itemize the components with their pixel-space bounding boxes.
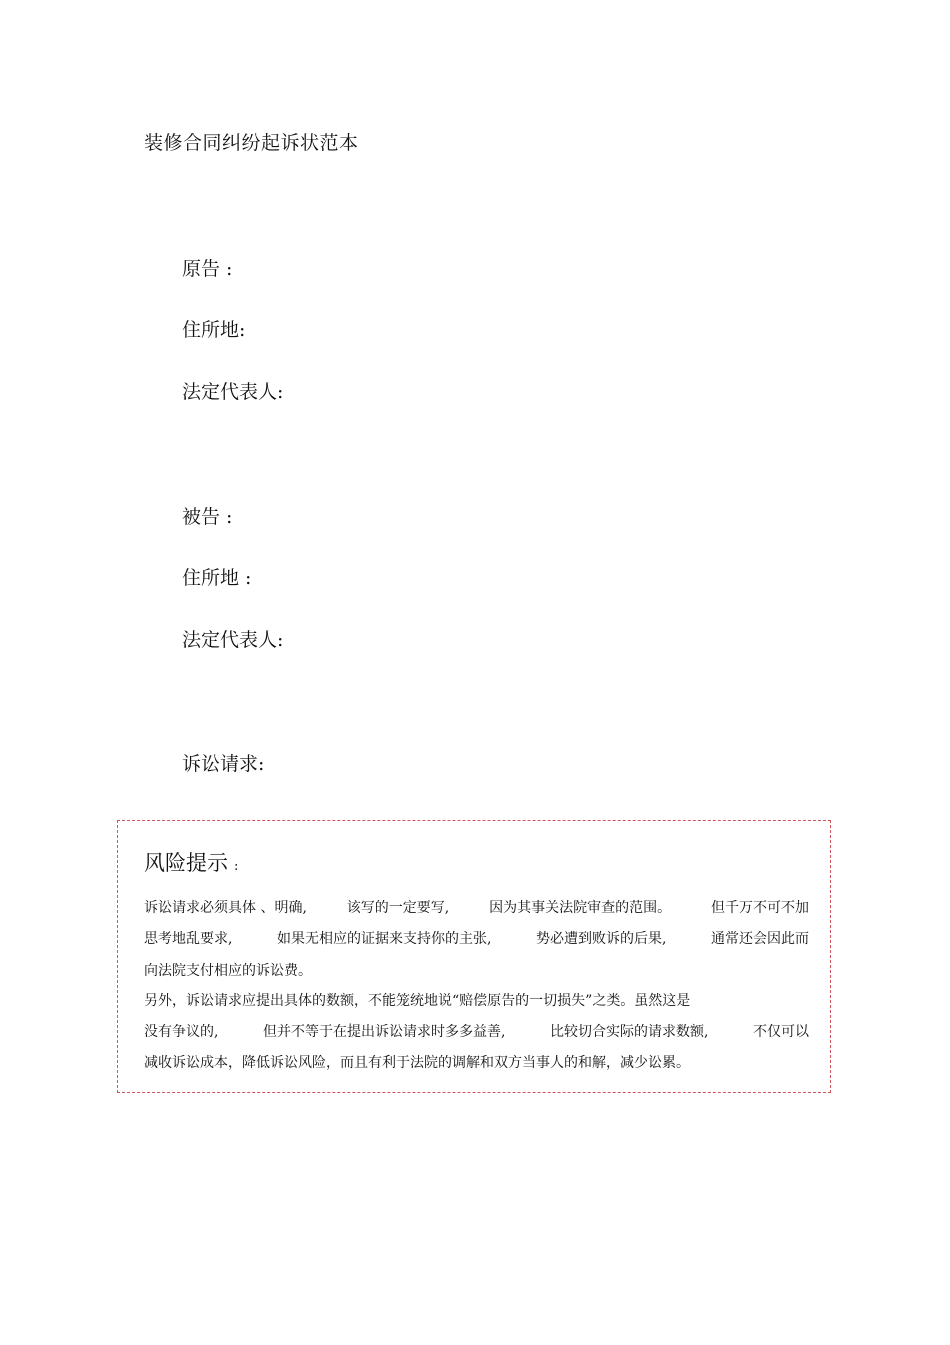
risk-notice-line bbox=[144, 1021, 809, 1041]
defendant-representative-label: 法定代表人: bbox=[182, 629, 284, 651]
risk-notice-segment: 减收诉讼成本，降低诉讼风险，而且有利于法院的调解和双方当事人的和解，减少讼累。 bbox=[144, 1055, 690, 1071]
defendant-label: 被告 : bbox=[182, 506, 233, 528]
risk-notice-title-text: 风险提示 bbox=[144, 851, 228, 875]
plaintiff-label: 原告 : bbox=[182, 258, 233, 280]
risk-notice-segment: 比较切合实际的请求数额, bbox=[550, 1024, 709, 1040]
claims-label: 诉讼请求: bbox=[182, 753, 265, 775]
defendant-address-label: 住所地 : bbox=[182, 567, 252, 589]
risk-notice-segment: 另外，诉讼请求应提出具体的数额，不能笼统地说“赔偿原告的一切损失”之类。虽然这是 bbox=[144, 993, 691, 1009]
risk-notice-segment: 诉讼请求必须具体 、明确, bbox=[144, 900, 307, 916]
risk-notice-title bbox=[144, 847, 238, 877]
risk-notice-segment: 不仅可以 bbox=[753, 1024, 809, 1040]
risk-notice-segment: 但并不等于在提出诉讼请求时多多益善, bbox=[263, 1024, 506, 1040]
risk-notice-line bbox=[144, 928, 809, 948]
risk-notice-line bbox=[144, 897, 809, 917]
document-title: 装修合同纠纷起诉状范本 bbox=[144, 132, 359, 154]
risk-notice-box bbox=[117, 820, 831, 1093]
risk-notice-segment: 如果无相应的证据来支持你的主张, bbox=[277, 931, 492, 947]
plaintiff-address-label: 住所地: bbox=[182, 319, 246, 341]
risk-notice-segment: 该写的一定要写, bbox=[346, 900, 450, 916]
plaintiff-representative-label: 法定代表人: bbox=[182, 381, 284, 403]
risk-notice-title-colon: : bbox=[234, 859, 239, 874]
risk-notice-line bbox=[144, 1052, 809, 1072]
risk-notice-line bbox=[144, 960, 809, 980]
risk-notice-segment: 因为其事关法院审查的范围。 bbox=[489, 900, 672, 916]
risk-notice-segment: 通常还会因此而 bbox=[711, 931, 809, 947]
risk-notice-segment: 势必遭到败诉的后果, bbox=[536, 931, 667, 947]
risk-notice-segment: 向法院支付相应的诉讼费。 bbox=[144, 963, 312, 979]
risk-notice-line bbox=[144, 990, 809, 1010]
risk-notice-segment: 思考地乱要求, bbox=[144, 931, 233, 947]
risk-notice-segment: 没有争议的, bbox=[144, 1024, 219, 1040]
risk-notice-segment: 但千万不可不加 bbox=[710, 900, 809, 916]
